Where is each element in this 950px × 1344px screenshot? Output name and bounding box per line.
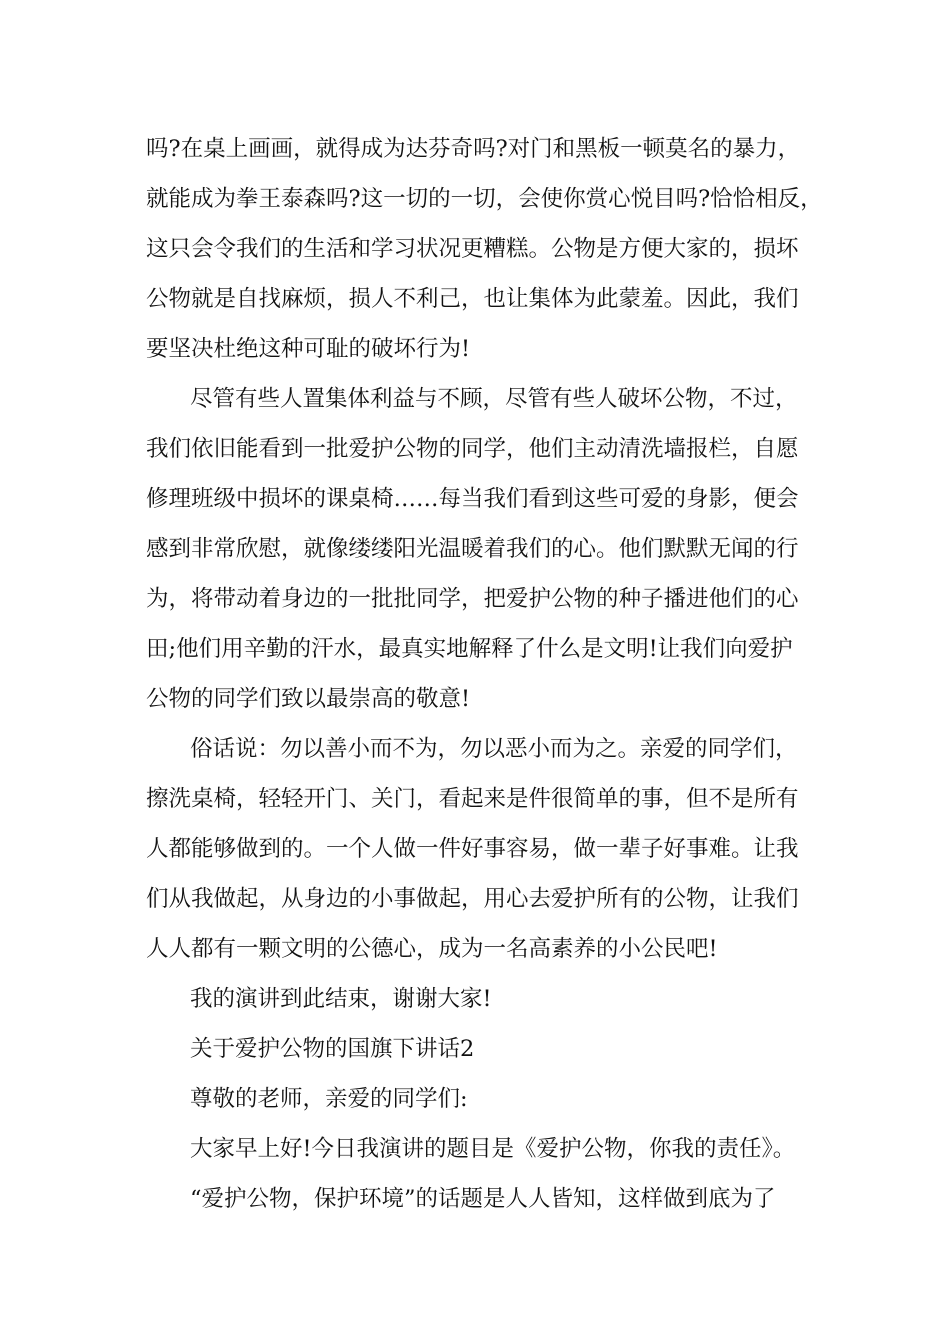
text-line: 公物就是自找麻烦，损人不利己，也让集体为此蒙羞。因此，我们 <box>146 286 799 312</box>
text-line: 我们依旧能看到一批爱护公物的同学，他们主动清洗墙报栏，自愿 <box>146 436 799 462</box>
text-line: 为，将带动着身边的一批批同学，把爱护公物的种子播进他们的心 <box>146 586 799 612</box>
text-line: 人人都有一颗文明的公德心，成为一名高素养的小公民吧! <box>146 936 718 962</box>
text-line: 们从我做起，从身边的小事做起，用心去爱护所有的公物，让我们 <box>146 886 799 912</box>
text-line: 感到非常欣慰，就像缕缕阳光温暖着我们的心。他们默默无闻的行 <box>146 536 799 562</box>
text-line: 修理班级中损坏的课桌椅……每当我们看到这些可爱的身影，便会 <box>146 486 799 512</box>
text-line: 要坚决杜绝这种可耻的破坏行为! <box>146 336 471 362</box>
text-line: 就能成为拳王泰森吗?这一切的一切，会使你赏心悦目吗?恰恰相反， <box>146 186 823 212</box>
text-line: 大家早上好!今日我演讲的题目是《爱护公物，你我的责任》。 <box>190 1136 796 1162</box>
text-line: 尽管有些人置集体利益与不顾，尽管有些人破坏公物，不过， <box>190 386 798 412</box>
text-line: 田;他们用辛勤的汗水，最真实地解释了什么是文明!让我们向爱护 <box>146 636 793 662</box>
text-line: 公物的同学们致以最崇高的敬意! <box>146 686 471 712</box>
text-line: 擦洗桌椅，轻轻开门、关门，看起来是件很简单的事，但不是所有 <box>146 786 799 812</box>
text-line: 俗话说：勿以善小而不为，勿以恶小而为之。亲爱的同学们， <box>190 736 798 762</box>
text-line: 我的演讲到此结束，谢谢大家! <box>190 986 492 1012</box>
section-heading: 关于爱护公物的国旗下讲话2 <box>190 1036 475 1062</box>
text-line: 这只会令我们的生活和学习状况更糟糕。公物是方便大家的，损坏 <box>146 236 799 262</box>
text-line: 吗?在桌上画画，就得成为达芬奇吗?对门和黑板一顿莫名的暴力， <box>146 136 801 162</box>
text-line: 人都能够做到的。一个人做一件好事容易，做一辈子好事难。让我 <box>146 836 799 862</box>
text-line: 尊敬的老师，亲爱的同学们: <box>190 1086 468 1112</box>
text-line: “爱护公物，保护环境”的话题是人人皆知，这样做到底为了 <box>190 1186 776 1212</box>
